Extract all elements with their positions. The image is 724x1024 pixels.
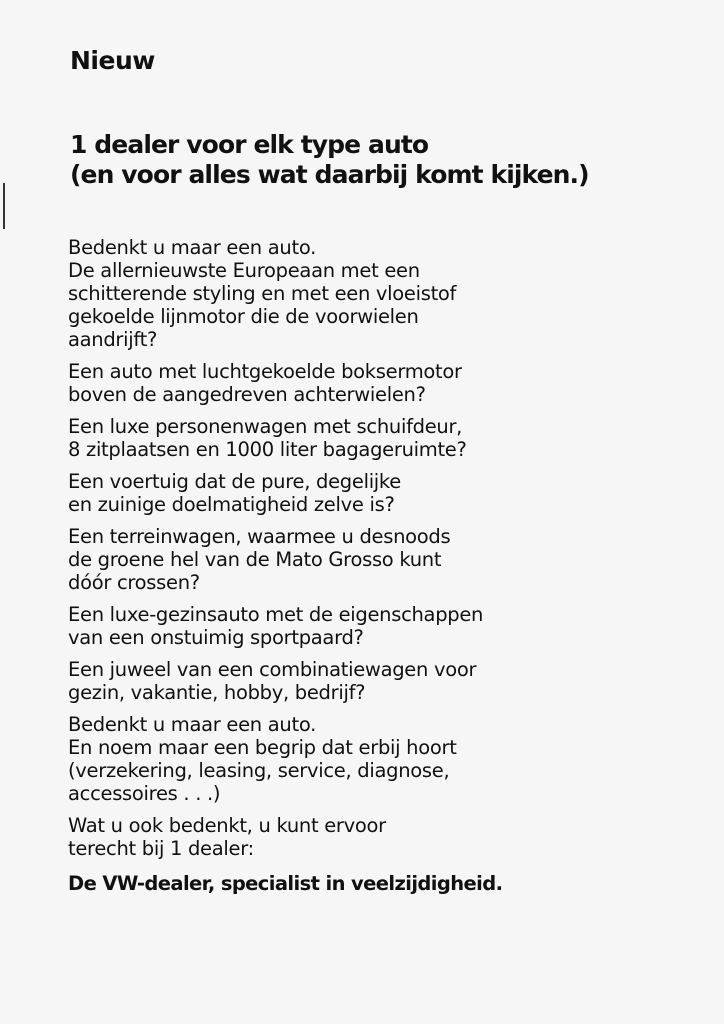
text-line: schitterende styling en met een vloeistof [68, 282, 457, 305]
kicker-heading: Nieuw [70, 46, 155, 75]
paragraph [68, 470, 628, 516]
text-line: gezin, vakantie, hobby, bedrijf? [68, 681, 366, 704]
text-line: accessoires . . .) [68, 782, 221, 805]
document-page [70, 44, 690, 190]
paragraph [68, 236, 628, 351]
text-line: En noem maar een begrip dat erbij hoort [68, 736, 457, 759]
text-line: Wat u ook bedenkt, u kunt ervoor [68, 814, 386, 837]
text-line: Een voertuig dat de pure, degelijke [68, 470, 401, 493]
headline-line: 1 dealer voor elk type auto [70, 130, 429, 159]
headline [70, 130, 690, 190]
paragraph [68, 360, 628, 406]
paragraph [68, 713, 628, 805]
text-line: terecht bij 1 dealer: [68, 837, 254, 860]
text-line: De allernieuwste Europeaan met een [68, 259, 420, 282]
closing-statement: De VW-dealer, specialist in veelzijdigheid. [68, 872, 503, 895]
text-line: Een juweel van een combinatiewagen voor [68, 658, 477, 681]
paragraph [68, 658, 628, 704]
text-line: Een luxe personenwagen met schuifdeur, [68, 415, 463, 438]
text-line: boven de aangedreven achterwielen? [68, 383, 426, 406]
text-line: (verzekering, leasing, service, diagnose, [68, 759, 450, 782]
body-text [68, 236, 628, 895]
text-line: Een luxe-gezinsauto met de eigenschappen [68, 603, 484, 626]
text-line: Bedenkt u maar een auto. [68, 713, 317, 736]
text-line: Bedenkt u maar een auto. [68, 236, 317, 259]
text-line: Een terreinwagen, waarmee u desnoods [68, 525, 451, 548]
scan-edge-mark [3, 183, 5, 229]
text-line: 8 zitplaatsen en 1000 liter bagageruimte? [68, 438, 467, 461]
paragraph [68, 814, 628, 860]
headline-line: (en voor alles wat daarbij komt kijken.) [70, 160, 589, 189]
paragraph [68, 525, 628, 594]
text-line: aandrijft? [68, 328, 158, 351]
text-line: de groene hel van de Mato Grosso kunt [68, 548, 442, 571]
text-line: van een onstuimig sportpaard? [68, 626, 364, 649]
text-line: Een auto met luchtgekoelde boksermotor [68, 360, 462, 383]
paragraph [68, 415, 628, 461]
text-line: dóór crossen? [68, 571, 200, 594]
text-line: en zuinige doelmatigheid zelve is? [68, 493, 395, 516]
text-line: gekoelde lijnmotor die de voorwielen [68, 305, 419, 328]
paragraph [68, 603, 628, 649]
